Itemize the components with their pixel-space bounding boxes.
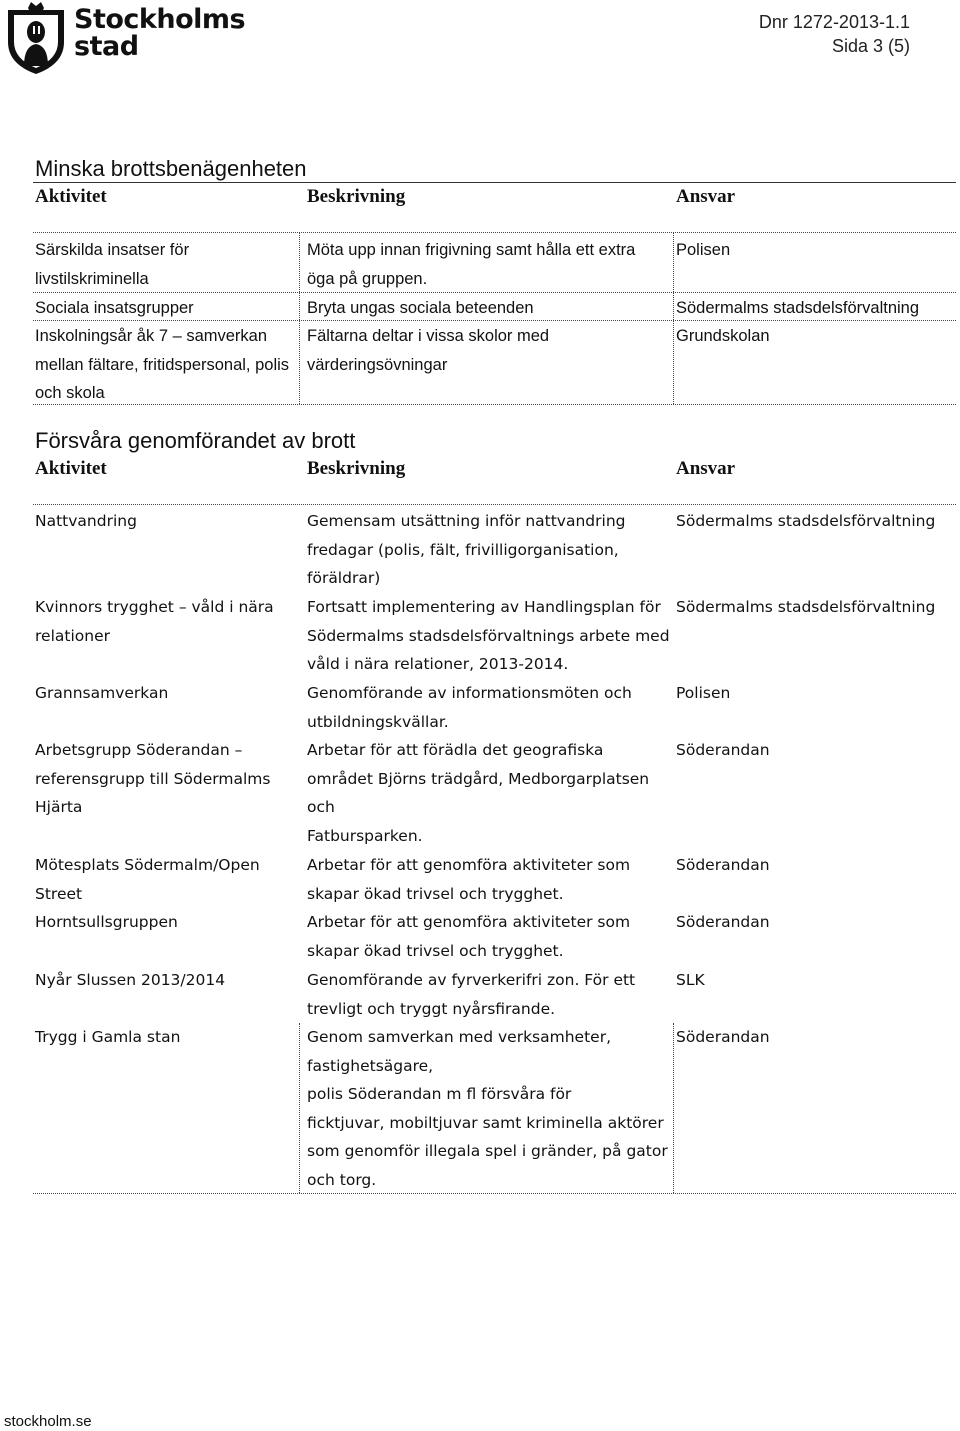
table-cell-description: Arbetar för att genomföra aktiviteter som skapar ökad trivsel och trygghet. bbox=[307, 856, 631, 903]
table-cell-description: Bryta ungas sociala beteenden bbox=[307, 299, 534, 317]
column-header-description: Beskrivning bbox=[307, 458, 406, 479]
table-header-rule bbox=[33, 504, 956, 505]
column-divider bbox=[673, 1023, 674, 1193]
column-header-activity: Aktivitet bbox=[35, 186, 107, 207]
table-cell-activity: Mötesplats Södermalm/Open Street bbox=[35, 856, 260, 903]
column-header-activity: Aktivitet bbox=[35, 458, 107, 479]
table-cell-responsible: Södermalms stadsdelsförvaltning bbox=[676, 512, 936, 530]
footer-website: stockholm.se bbox=[4, 1413, 92, 1430]
table-cell-description: Möta upp innan frigivning samt hålla ett extra öga på gruppen. bbox=[307, 241, 636, 288]
section-title: Försvåra genomförandet av brott bbox=[35, 428, 356, 453]
table-row-rule bbox=[33, 404, 956, 405]
table-cell-activity: Grannsamverkan bbox=[35, 684, 169, 702]
table-cell-activity: Nyår Slussen 2013/2014 bbox=[35, 971, 226, 989]
column-header-description: Beskrivning bbox=[307, 186, 406, 207]
table-cell-description: Genomförande av fyrverkerifri zon. För ett trevligt och tryggt nyårsfirande. bbox=[307, 971, 636, 1018]
column-divider bbox=[673, 232, 674, 404]
table-cell-description: Genomförande av informationsmöten och utbildningskvällar. bbox=[307, 684, 632, 731]
table-cell-responsible: Södermalms stadsdelsförvaltning bbox=[676, 598, 936, 616]
table-cell-activity: Kvinnors trygghet – våld i nära relationer bbox=[35, 598, 274, 645]
table-cell-description: Arbetar för att förädla det geografiska området Björns trädgård, Medborgarplatsen och Fatbursparken. bbox=[307, 741, 650, 845]
table-cell-responsible: Söderandan bbox=[676, 1028, 770, 1046]
table-cell-description: Genom samverkan med verksamheter, fastighetsägare, polis Söderandan m fl försvåra för ficktjuvar, mobiltjuvar samt kriminella aktörer som genomför illegala spel i gränder, på gator och torg. bbox=[307, 1028, 668, 1189]
section-title: Minska brottsbenägenheten bbox=[35, 156, 307, 181]
table-cell-description: Fältarna deltar i vissa skolor med värderingsövningar bbox=[307, 327, 550, 374]
table-header-rule bbox=[33, 232, 956, 233]
logo-line-2: stad bbox=[74, 31, 139, 62]
logo-line-1: Stockholms bbox=[74, 4, 246, 35]
table-cell-description: Fortsatt implementering av Handlingsplan för Södermalms stadsdelsförvaltnings arbete med våld i nära relationer, 2013-2014. bbox=[307, 598, 670, 674]
table-cell-activity: Arbetsgrupp Söderandan – referensgrupp till Södermalms Hjärta bbox=[35, 741, 271, 817]
table-cell-responsible: Polisen bbox=[676, 241, 731, 259]
table-cell-activity: Nattvandring bbox=[35, 512, 137, 530]
stockholms-stad-logo bbox=[0, 0, 246, 80]
table-cell-responsible: Söderandan bbox=[676, 856, 770, 874]
table-cell-description: Arbetar för att genomföra aktiviteter som skapar ökad trivsel och trygghet. bbox=[307, 913, 631, 960]
column-divider bbox=[299, 232, 300, 404]
column-divider bbox=[299, 1023, 300, 1193]
table-cell-responsible: Söderandan bbox=[676, 741, 770, 759]
crest-icon bbox=[4, 2, 68, 76]
table-cell-activity: Sociala insatsgrupper bbox=[35, 299, 194, 317]
table-bottom-rule bbox=[33, 1193, 956, 1194]
document-reference bbox=[759, 10, 910, 58]
table-cell-activity: Horntsullsgruppen bbox=[35, 913, 178, 931]
table-cell-description: Gemensam utsättning inför nattvandring fredagar (polis, fält, frivilligorganisation, föräldrar) bbox=[307, 512, 626, 588]
section-rule bbox=[33, 182, 956, 183]
table-cell-responsible: Söderandan bbox=[676, 913, 770, 931]
table-row-rule bbox=[33, 292, 956, 293]
table-row-rule bbox=[33, 320, 956, 321]
column-header-responsible: Ansvar bbox=[676, 186, 736, 207]
column-header-responsible: Ansvar bbox=[676, 458, 736, 479]
table-cell-activity: Inskolningsår åk 7 – samverkan mellan fältare, fritidspersonal, polis och skola bbox=[35, 327, 290, 403]
table-cell-responsible: SLK bbox=[676, 971, 705, 989]
table-cell-responsible: Polisen bbox=[676, 684, 731, 702]
table-cell-responsible: Södermalms stadsdelsförvaltning bbox=[676, 299, 920, 317]
table-cell-responsible: Grundskolan bbox=[676, 327, 770, 345]
table-cell-activity: Trygg i Gamla stan bbox=[35, 1028, 181, 1046]
document-number: Dnr 1272-2013-1.1 bbox=[758, 12, 910, 32]
page-number: Sida 3 (5) bbox=[831, 36, 910, 56]
table-cell-activity: Särskilda insatser för livstilskriminella bbox=[35, 241, 190, 288]
logo-wordmark bbox=[74, 6, 245, 60]
